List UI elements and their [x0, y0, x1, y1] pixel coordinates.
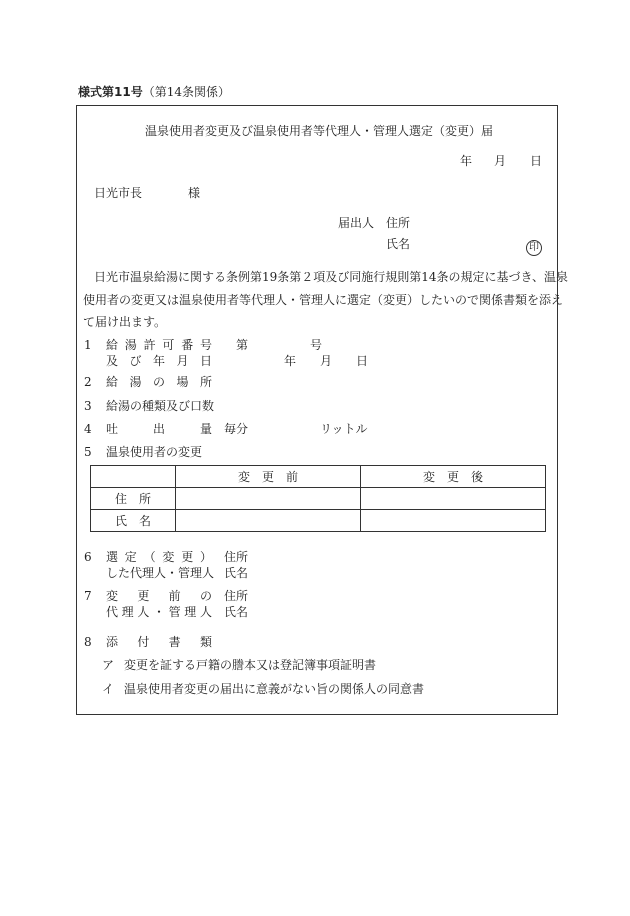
item-7-name-label: 氏名	[224, 605, 249, 619]
item-7-address-label: 住所	[224, 589, 249, 603]
item-4-unit: リットル	[320, 422, 368, 436]
item-3-label: 給湯の種類及び口数	[106, 399, 215, 413]
attachment-b-mark: イ	[102, 682, 115, 696]
item-6-number: 6	[84, 550, 92, 564]
applicant-label: 届出人	[338, 216, 375, 230]
table-corner-cell	[91, 466, 176, 488]
body-line-3: て届け出ます。	[83, 315, 167, 329]
attachment-b-text: 温泉使用者変更の届出に意義がない旨の関係人の同意書	[124, 682, 425, 696]
address-before-cell[interactable]	[176, 488, 361, 510]
table-header-before: 変 更 前	[176, 466, 361, 488]
name-after-cell[interactable]	[361, 510, 546, 532]
applicant-name-label: 氏名	[386, 237, 411, 251]
table-row-label-name: 氏 名	[91, 510, 176, 532]
item-7-number: 7	[84, 589, 92, 603]
item-8-number: 8	[84, 635, 92, 649]
item-8-label: 添 付 書 類	[106, 635, 212, 649]
addressee-honorific: 様	[188, 186, 201, 200]
table-header-after: 変 更 後	[361, 466, 546, 488]
form-title: 温泉使用者変更及び温泉使用者等代理人・管理人選定（変更）届	[145, 124, 494, 138]
body-line-2: 使用者の変更又は温泉使用者等代理人・管理人に選定（変更）したいので関係書類を添え	[83, 293, 564, 307]
item-1-month: 月	[320, 354, 333, 368]
applicant-address-label: 住所	[386, 216, 411, 230]
item-7-label-1: 変 更 前 の	[106, 589, 212, 603]
item-6-name-label: 氏名	[224, 566, 249, 580]
item-6-address-label: 住所	[224, 550, 249, 564]
date-year-label: 年	[460, 154, 473, 168]
date-month-label: 月	[494, 154, 507, 168]
seal-mark: 印	[526, 235, 542, 256]
item-1-label-2: 及 び 年 月 日	[106, 354, 212, 368]
item-1-dai: 第	[236, 338, 249, 352]
item-2-number: 2	[84, 375, 92, 389]
item-1-number: 1	[84, 338, 92, 352]
address-after-cell[interactable]	[361, 488, 546, 510]
item-7-label-2: 代 理 人 ・ 管 理 人	[106, 605, 212, 619]
item-5-label: 温泉使用者の変更	[106, 445, 203, 459]
attachment-a-text: 変更を証する戸籍の謄本又は登記簿事項証明書	[124, 658, 377, 672]
item-1-year: 年	[284, 354, 297, 368]
item-6-label-2: した代理人・管理人	[106, 566, 215, 580]
item-1-day: 日	[356, 354, 369, 368]
item-1-label-1: 給 湯 許 可 番 号	[106, 338, 212, 352]
item-2-label: 給 湯 の 場 所	[106, 375, 212, 389]
item-1-go: 号	[310, 338, 323, 352]
item-3-number: 3	[84, 399, 92, 413]
change-table	[90, 465, 546, 532]
item-5-number: 5	[84, 445, 92, 459]
body-line-1: 日光市温泉給湯に関する条例第19条第２項及び同施行規則第14条の規定に基づき、温泉	[94, 270, 569, 284]
date-day-label: 日	[530, 154, 543, 168]
item-4-label: 吐 出 量	[106, 422, 212, 436]
item-6-label-1: 選 定 （ 変 更 ）	[106, 550, 212, 564]
addressee-name: 日光市長	[94, 186, 143, 200]
item-4-number: 4	[84, 422, 92, 436]
name-before-cell[interactable]	[176, 510, 361, 532]
attachment-a-mark: ア	[102, 658, 115, 672]
item-4-per: 毎分	[224, 422, 249, 436]
table-row-label-address: 住 所	[91, 488, 176, 510]
form-number: 様式第11号（第14条関係）	[78, 85, 230, 99]
